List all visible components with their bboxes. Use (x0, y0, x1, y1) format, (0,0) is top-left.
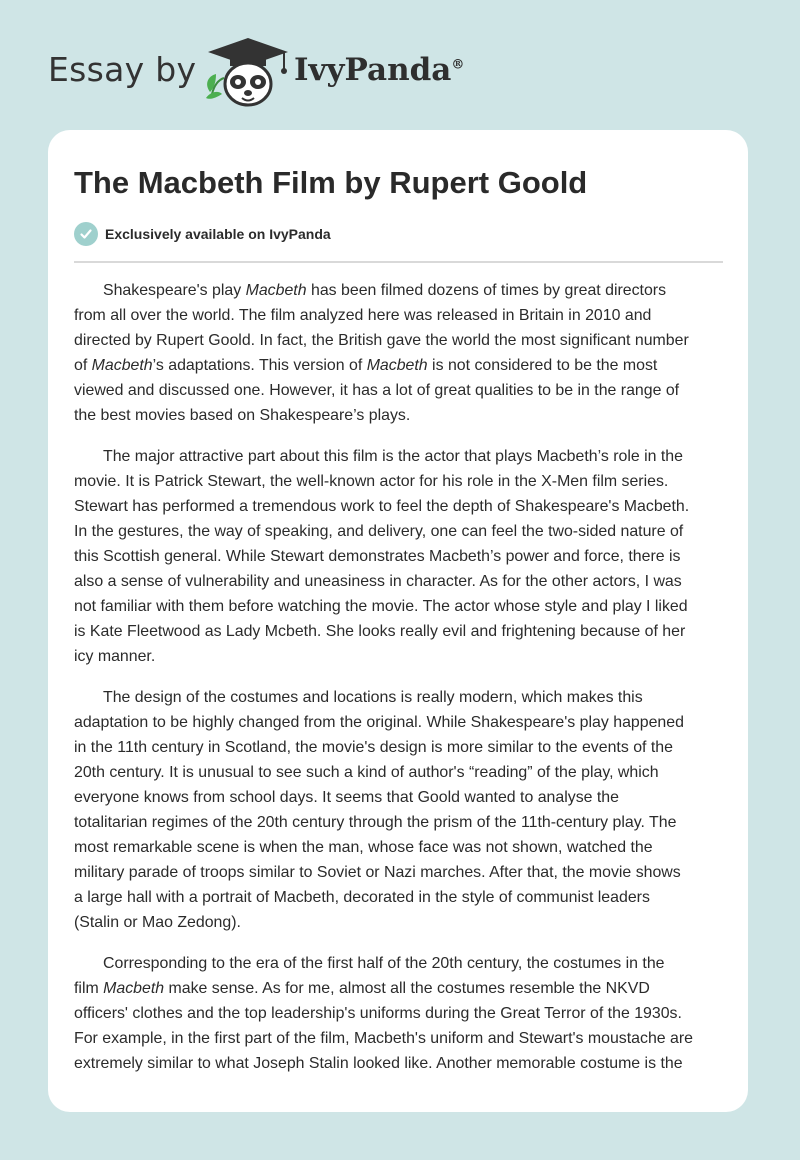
text-line (74, 544, 726, 569)
text-line (74, 885, 726, 910)
text-run: The design of the costumes and locations is really modern, which makes this (103, 689, 643, 706)
text-run: from all over the world. The film analyzed here was released in Britain in 2010 and (74, 307, 652, 324)
text-run: most remarkable scene is when the man, whose face was not shown, watched the (74, 839, 653, 856)
text-line (74, 785, 726, 810)
text-run: viewed and discussed one. However, it has a lot of great qualities to be in the range of (74, 382, 680, 399)
text-run: (Stalin or Mao Zedong). (74, 914, 241, 931)
text-run: is not considered to be the most (427, 357, 658, 374)
text-line (74, 1026, 726, 1051)
panda-graduate-icon[interactable] (200, 36, 292, 110)
text-line (74, 594, 726, 619)
text-line (74, 976, 726, 1001)
text-line (74, 328, 726, 353)
text-run: this Scottish general. While Stewart demonstrates Macbeth’s power and force, there is (74, 548, 681, 565)
text-run: in the 11th century in Scotland, the movie's design is more similar to the events of the (74, 739, 673, 756)
text-line (74, 519, 726, 544)
text-line (74, 644, 726, 669)
text-run: a large hall with a portrait of Macbeth, decorated in the style of communist leaders (74, 889, 650, 906)
text-line (74, 403, 726, 428)
text-run: ’s adaptations. This version of (152, 357, 367, 374)
article-body (74, 278, 726, 1092)
italic-title: Macbeth (103, 980, 165, 997)
text-run: of (74, 357, 92, 374)
exclusive-badge (74, 222, 331, 246)
text-run: The major attractive part about this film is the actor that plays Macbeth’s role in the (103, 448, 683, 465)
text-run: 20th century. It is unusual to see such a kind of author's “reading” of the play, which (74, 764, 659, 781)
text-run: movie. It is Patrick Stewart, the well-known actor for his role in the X-Men film series. (74, 473, 669, 490)
text-run: officers' clothes and the top leadership's uniforms during the Great Terror of the 1930s. (74, 1005, 682, 1022)
text-run: film (74, 980, 104, 997)
divider (74, 261, 723, 263)
text-run: adaptation to be highly changed from the original. While Shakespeare's play happened (74, 714, 684, 731)
text-line (74, 810, 726, 835)
paragraph (74, 278, 726, 428)
text-line (74, 278, 726, 303)
italic-title: Macbeth (245, 282, 307, 299)
text-line (74, 494, 726, 519)
paragraph (74, 444, 726, 669)
page-title: The Macbeth Film by Rupert Goold (74, 165, 588, 200)
text-run: not familiar with them before watching the movie. The actor whose style and play I liked (74, 598, 688, 615)
text-run: extremely similar to what Joseph Stalin looked like. Another memorable costume is the (74, 1055, 683, 1072)
text-line (74, 303, 726, 328)
registered-mark: ® (451, 57, 465, 73)
text-line (74, 710, 726, 735)
text-run: Shakespeare's play (103, 282, 246, 299)
text-run: military parade of troops similar to Soviet or Nazi marches. After that, the movie shows (74, 864, 681, 881)
brand-name-text: IvyPanda (294, 52, 452, 88)
text-line (74, 569, 726, 594)
text-line (74, 735, 726, 760)
text-line (74, 444, 726, 469)
text-run: totalitarian regimes of the 20th century through the prism of the 11th-century play. The (74, 814, 677, 831)
text-run: make sense. As for me, almost all the costumes resemble the NKVD (164, 980, 650, 997)
text-line (74, 685, 726, 710)
brand-prefix: Essay by (48, 50, 197, 89)
text-run: also a sense of vulnerability and uneasiness in character. As for the other actors, I was (74, 573, 682, 590)
text-line (74, 835, 726, 860)
site-header (0, 0, 800, 130)
text-run: Stewart has performed a tremendous work to feel the depth of Shakespeare's Macbeth. (74, 498, 690, 515)
text-run: directed by Rupert Goold. In fact, the British gave the world the most significant number (74, 332, 689, 349)
italic-title: Macbeth (91, 357, 153, 374)
text-run: is Kate Fleetwood as Lady Mcbeth. She looks really evil and frightening because of her (74, 623, 686, 640)
check-icon (74, 222, 98, 246)
text-line (74, 860, 726, 885)
article-card (48, 130, 748, 1112)
text-run: For example, in the first part of the film, Macbeth's uniform and Stewart's moustache are (74, 1030, 694, 1047)
text-line (74, 760, 726, 785)
text-line (74, 1051, 726, 1076)
text-run: everyone knows from school days. It seems that Goold wanted to analyse the (74, 789, 619, 806)
brand-name[interactable] (294, 52, 464, 88)
text-run: has been filmed dozens of times by great directors (306, 282, 667, 299)
text-line (74, 378, 726, 403)
paragraph (74, 951, 726, 1076)
text-run: In the gestures, the way of speaking, and delivery, one can feel the two-sided nature of (74, 523, 684, 540)
text-line (74, 469, 726, 494)
text-line (74, 1001, 726, 1026)
text-run: the best movies based on Shakespeare’s plays. (74, 407, 411, 424)
badge-text: Exclusively available on IvyPanda (105, 226, 331, 242)
text-run: icy manner. (74, 648, 156, 665)
text-line (74, 353, 726, 378)
text-line (74, 951, 726, 976)
text-line (74, 619, 726, 644)
paragraph (74, 685, 726, 935)
italic-title: Macbeth (366, 357, 428, 374)
text-run: Corresponding to the era of the first half of the 20th century, the costumes in the (103, 955, 665, 972)
text-line (74, 910, 726, 935)
